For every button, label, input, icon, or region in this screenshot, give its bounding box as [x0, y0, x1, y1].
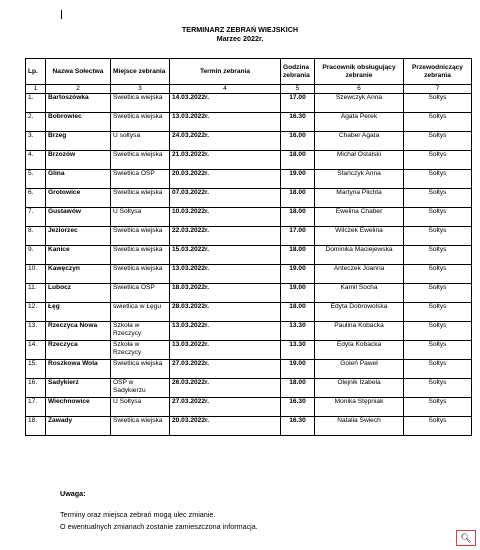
row-hour: 13.30 [281, 341, 315, 360]
note-line: Terminy oraz miejsca zebrań mogą ulec zmianie. [60, 510, 216, 519]
row-date: 15.03.2022r. [170, 246, 281, 265]
note-line: O ewentualnych zmianach zostanie zamieszczona informacja. [60, 522, 258, 531]
table-row [26, 227, 472, 246]
row-hour: 18.00 [281, 379, 315, 398]
row-date: 07.03.2022r. [170, 189, 281, 208]
row-date: 26.03.2022r. [170, 379, 281, 398]
row-hour: 18.00 [281, 246, 315, 265]
row-chair: Sołtys [404, 132, 472, 151]
table-row [26, 113, 472, 132]
row-chair: Sołtys [404, 360, 472, 379]
row-place: świetlica w Łęgu [111, 303, 170, 322]
row-place: Świetlica wiejska [111, 94, 170, 113]
column-number: 6 [315, 85, 404, 94]
row-date: 28.03.2022r. [170, 303, 281, 322]
row-lp: 4. [26, 151, 46, 170]
row-hour: 19.00 [281, 360, 315, 379]
header-worker: Pracownik obsługujący zebranie [315, 59, 404, 85]
table-row [26, 246, 472, 265]
magnifier-icon: 🔍︎ [460, 532, 472, 543]
row-worker: Ewelina Chaber [315, 208, 404, 227]
table-row [26, 284, 472, 303]
column-number: 4 [170, 85, 281, 94]
table-row [26, 360, 472, 379]
table-row [26, 151, 472, 170]
row-worker: Edyta Dobrowolska [315, 303, 404, 322]
table-row [26, 322, 472, 341]
row-place: Świetlica wiejska [111, 246, 170, 265]
row-chair: Sołtys [404, 398, 472, 417]
row-place: U Sołtysa [111, 208, 170, 227]
row-chair: Sołtys [404, 170, 472, 189]
row-hour: 18.00 [281, 151, 315, 170]
row-place: OSP w Sadykierzu [111, 379, 170, 398]
row-name: Lubocz [46, 284, 111, 303]
table-row [26, 417, 472, 436]
row-chair: Sołtys [404, 265, 472, 284]
header-date: Termin zebrania [170, 59, 281, 85]
header-chair: Przewodniczący zebrania [404, 59, 472, 85]
row-hour: 19.00 [281, 170, 315, 189]
row-name: Sadykierz [46, 379, 111, 398]
row-worker: Kamil Socha [315, 284, 404, 303]
row-name: Brzozów [46, 151, 111, 170]
row-date: 20.03.2022r. [170, 417, 281, 436]
table-row [26, 132, 472, 151]
table-row [26, 94, 472, 113]
row-lp: 10. [26, 265, 46, 284]
table-row [26, 379, 472, 398]
column-number-row [26, 85, 472, 94]
row-worker: Chaber Agata [315, 132, 404, 151]
row-name: Glina [46, 170, 111, 189]
row-place: Świetlica OSP [111, 284, 170, 303]
note-heading: Uwaga: [60, 489, 86, 498]
row-hour: 16.30 [281, 113, 315, 132]
row-place: Świetlica wiejska [111, 417, 170, 436]
row-date: 14.03.2022r. [170, 94, 281, 113]
row-name: Brzeg [46, 132, 111, 151]
row-name: Rzeczyca Nowa [46, 322, 111, 341]
column-number: 1 [26, 85, 46, 94]
row-hour: 17.00 [281, 227, 315, 246]
row-hour: 13.30 [281, 322, 315, 341]
row-chair: Sołtys [404, 379, 472, 398]
row-place: Świetlica wiejska [111, 265, 170, 284]
row-hour: 18.00 [281, 189, 315, 208]
row-date: 27.03.2022r. [170, 360, 281, 379]
row-place: U sołtysa [111, 132, 170, 151]
table-row [26, 189, 472, 208]
row-date: 13.03.2022r. [170, 322, 281, 341]
header-hour: Godzina zebrania [281, 59, 315, 85]
row-date: 22.03.2022r. [170, 227, 281, 246]
row-lp: 1. [26, 94, 46, 113]
row-name: Zawady [46, 417, 111, 436]
table-row [26, 398, 472, 417]
row-worker: Martyna Plichta [315, 189, 404, 208]
row-chair: Sołtys [404, 151, 472, 170]
row-date: 18.03.2022r. [170, 284, 281, 303]
row-worker: Szewczyk Anna [315, 94, 404, 113]
row-place: Świetlica OSP [111, 170, 170, 189]
row-date: 13.03.2022r. [170, 341, 281, 360]
row-lp: 2. [26, 113, 46, 132]
row-date: 10.03.2022r. [170, 208, 281, 227]
column-number: 7 [404, 85, 472, 94]
row-lp: 5. [26, 170, 46, 189]
row-name: Gustawów [46, 208, 111, 227]
row-chair: Sołtys [404, 94, 472, 113]
row-chair: Sołtys [404, 417, 472, 436]
row-lp: 7. [26, 208, 46, 227]
row-date: 27.03.2022r. [170, 398, 281, 417]
header-name: Nazwa Sołectwa [46, 59, 111, 85]
column-number: 3 [111, 85, 170, 94]
row-chair: Sołtys [404, 284, 472, 303]
row-name: Łęg [46, 303, 111, 322]
row-hour: 16.30 [281, 398, 315, 417]
row-worker: Monika Stępniak [315, 398, 404, 417]
row-chair: Sołtys [404, 208, 472, 227]
column-number: 2 [46, 85, 111, 94]
row-chair: Sołtys [404, 303, 472, 322]
row-chair: Sołtys [404, 113, 472, 132]
row-hour: 17.00 [281, 94, 315, 113]
row-lp: 15. [26, 360, 46, 379]
table-row [26, 303, 472, 322]
row-worker: Natalia Świech [315, 417, 404, 436]
text-cursor [61, 10, 62, 19]
row-name: Bobrowiec [46, 113, 111, 132]
row-lp: 18. [26, 417, 46, 436]
row-chair: Sołtys [404, 341, 472, 360]
row-worker: Wilczek Ewelina [315, 227, 404, 246]
row-place: U Sołtysa [111, 398, 170, 417]
row-lp: 12. [26, 303, 46, 322]
row-chair: Sołtys [404, 246, 472, 265]
row-name: Grotowice [46, 189, 111, 208]
row-name: Rzeczyca [46, 341, 111, 360]
row-lp: 9. [26, 246, 46, 265]
row-date: 13.03.2022r. [170, 113, 281, 132]
row-place: Świetlica wiejska [111, 227, 170, 246]
row-worker: Edyta Kobacka [315, 341, 404, 360]
document-subtitle: Marzec 2022r. [216, 34, 264, 43]
row-lp: 11. [26, 284, 46, 303]
row-hour: 18.00 [281, 303, 315, 322]
table-row [26, 265, 472, 284]
row-place: Szkoła w Rzeczycy [111, 322, 170, 341]
row-name: Kanice [46, 246, 111, 265]
row-lp: 3. [26, 132, 46, 151]
row-lp: 8. [26, 227, 46, 246]
row-date: 20.03.2022r. [170, 170, 281, 189]
row-name: Kawęczyn [46, 265, 111, 284]
table-row [26, 208, 472, 227]
header-place: Miejsce zebrania [111, 59, 170, 85]
row-place: Świetlica wiejska [111, 113, 170, 132]
row-chair: Sołtys [404, 189, 472, 208]
row-name: Bartoszówka [46, 94, 111, 113]
row-name: Wiechnowice [46, 398, 111, 417]
row-worker: Michał Ostalski [315, 151, 404, 170]
row-worker: Goleń Paweł [315, 360, 404, 379]
row-date: 24.03.2022r. [170, 132, 281, 151]
row-hour: 16.30 [281, 417, 315, 436]
table-header-row [26, 59, 472, 85]
row-hour: 16.00 [281, 132, 315, 151]
row-date: 21.03.2022r. [170, 151, 281, 170]
document-title: TERMINARZ ZEBRAŃ WIEJSKICH [181, 25, 299, 34]
row-lp: 17. [26, 398, 46, 417]
row-lp: 6. [26, 189, 46, 208]
row-worker: Dominika Maciejewska [315, 246, 404, 265]
header-lp: Lp. [26, 59, 46, 85]
zoom-button[interactable] [456, 530, 476, 546]
row-place: Szkoła w Rzeczycy [111, 341, 170, 360]
row-chair: Sołtys [404, 322, 472, 341]
table-row [26, 170, 472, 189]
row-worker: Anteczek Joanna [315, 265, 404, 284]
row-name: Jeziorzec [46, 227, 111, 246]
row-lp: 16. [26, 379, 46, 398]
row-place: Świetlica wiejska [111, 151, 170, 170]
row-worker: Stańczyk Anna [315, 170, 404, 189]
row-lp: 14. [26, 341, 46, 360]
row-chair: Sołtys [404, 227, 472, 246]
row-worker: Olejnik Izabela [315, 379, 404, 398]
row-hour: 19.00 [281, 265, 315, 284]
row-hour: 18.00 [281, 208, 315, 227]
row-place: Świetlica wiejska [111, 360, 170, 379]
row-date: 13.03.2022r. [170, 265, 281, 284]
column-number: 5 [281, 85, 315, 94]
table-row [26, 341, 472, 360]
row-worker: Agata Perek [315, 113, 404, 132]
row-hour: 19.00 [281, 284, 315, 303]
row-place: Świetlica wiejska [111, 189, 170, 208]
row-lp: 13. [26, 322, 46, 341]
schedule-table [25, 58, 472, 436]
row-name: Roszkowa Wola [46, 360, 111, 379]
row-worker: Paulina Kobacka [315, 322, 404, 341]
